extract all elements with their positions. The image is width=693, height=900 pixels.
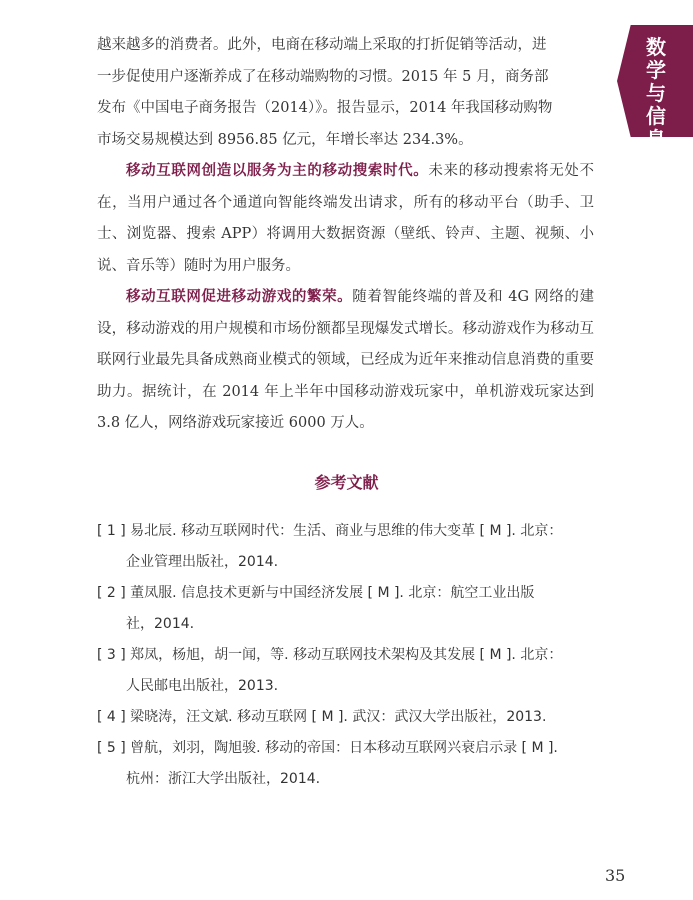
reference-line-2: 企业管理出版社，2014.	[126, 554, 279, 570]
reference-item	[97, 733, 594, 795]
paragraph-1	[97, 30, 594, 156]
paragraph-1-line-1: 越来越多的消费者。此外，电商在移动端上采取的打折促销等活动，进	[97, 37, 547, 53]
paragraph-2-heading: 移动互联网创造以服务为主的移动搜索时代。	[126, 163, 429, 179]
reference-line-1: [ 4 ] 梁晓涛，汪文斌. 移动互联网 [ M ]. 武汉：武汉大学出版社，2013.	[97, 709, 547, 725]
reference-line-1: [ 5 ] 曾航，刘羽，陶旭骏. 移动的帝国：日本移动互联网兴衰启示录 [ M ].	[97, 740, 558, 756]
reference-line-1: [ 3 ] 郑凤，杨旭，胡一闻，等. 移动互联网技术架构及其发展 [ M ]. 北京：	[97, 647, 563, 663]
page-number: 35	[605, 866, 626, 885]
references-list	[97, 516, 594, 795]
paragraph-3-text: 随着智能终端的普及和 4G 网络的建设，移动游戏的用户规模和市场份额都呈现爆发式增长。移动游戏作为移动互联网行业最先具备成熟商业模式的领域，已经成为近年来推动信息消费的重要助力。据统计，在 2014 年上半年中国移动游戏玩家中，单机游戏玩家达到 3.8 亿人，网络游戏玩家接近 6000 万人。	[97, 289, 594, 431]
paragraph-1-line-2: 一步促使用户逐渐养成了在移动端购物的习惯。2015 年 5 月，商务部	[97, 68, 549, 85]
reference-item	[97, 640, 594, 702]
references-title: 参考文献	[314, 473, 379, 492]
paragraph-2	[97, 156, 594, 282]
paragraph-1-line-4: 市场交易规模达到 8956.85 亿元，年增长率达 234.3%。	[97, 131, 473, 148]
reference-item	[97, 702, 594, 733]
paragraph-1-line-3: 发布《中国电子商务报告（2014）》。报告显示，2014 年我国移动购物	[97, 100, 553, 116]
reference-line-1: [ 2 ] 董凤服. 信息技术更新与中国经济发展 [ M ]. 北京：航空工业出版	[97, 585, 535, 601]
reference-line-1: [ 1 ] 易北辰. 移动互联网时代：生活、商业与思维的伟大变革 [ M ]. 北京：	[97, 523, 563, 539]
body-text	[97, 30, 594, 440]
reference-item	[97, 516, 594, 578]
reference-line-2: 人民邮电出版社，2013.	[126, 678, 279, 694]
paragraph-3-heading: 移动互联网促进移动游戏的繁荣。	[126, 289, 353, 305]
paragraph-3	[97, 282, 594, 440]
reference-line-2: 杭州：浙江大学出版社，2014.	[126, 771, 321, 787]
reference-line-2: 社，2014.	[126, 616, 195, 632]
paragraph-2-text: 未来的移动搜索将无处不在，当用户通过各个通道向智能终端发出请求，所有的移动平台（助手、卫士、浏览器、搜索 APP）将调用大数据资源（壁纸、铃声、主题、视频、小说、音乐等）随时为用户服务。	[97, 163, 595, 274]
reference-item	[97, 578, 594, 640]
section-tab-label: 数学与信息	[646, 35, 666, 151]
